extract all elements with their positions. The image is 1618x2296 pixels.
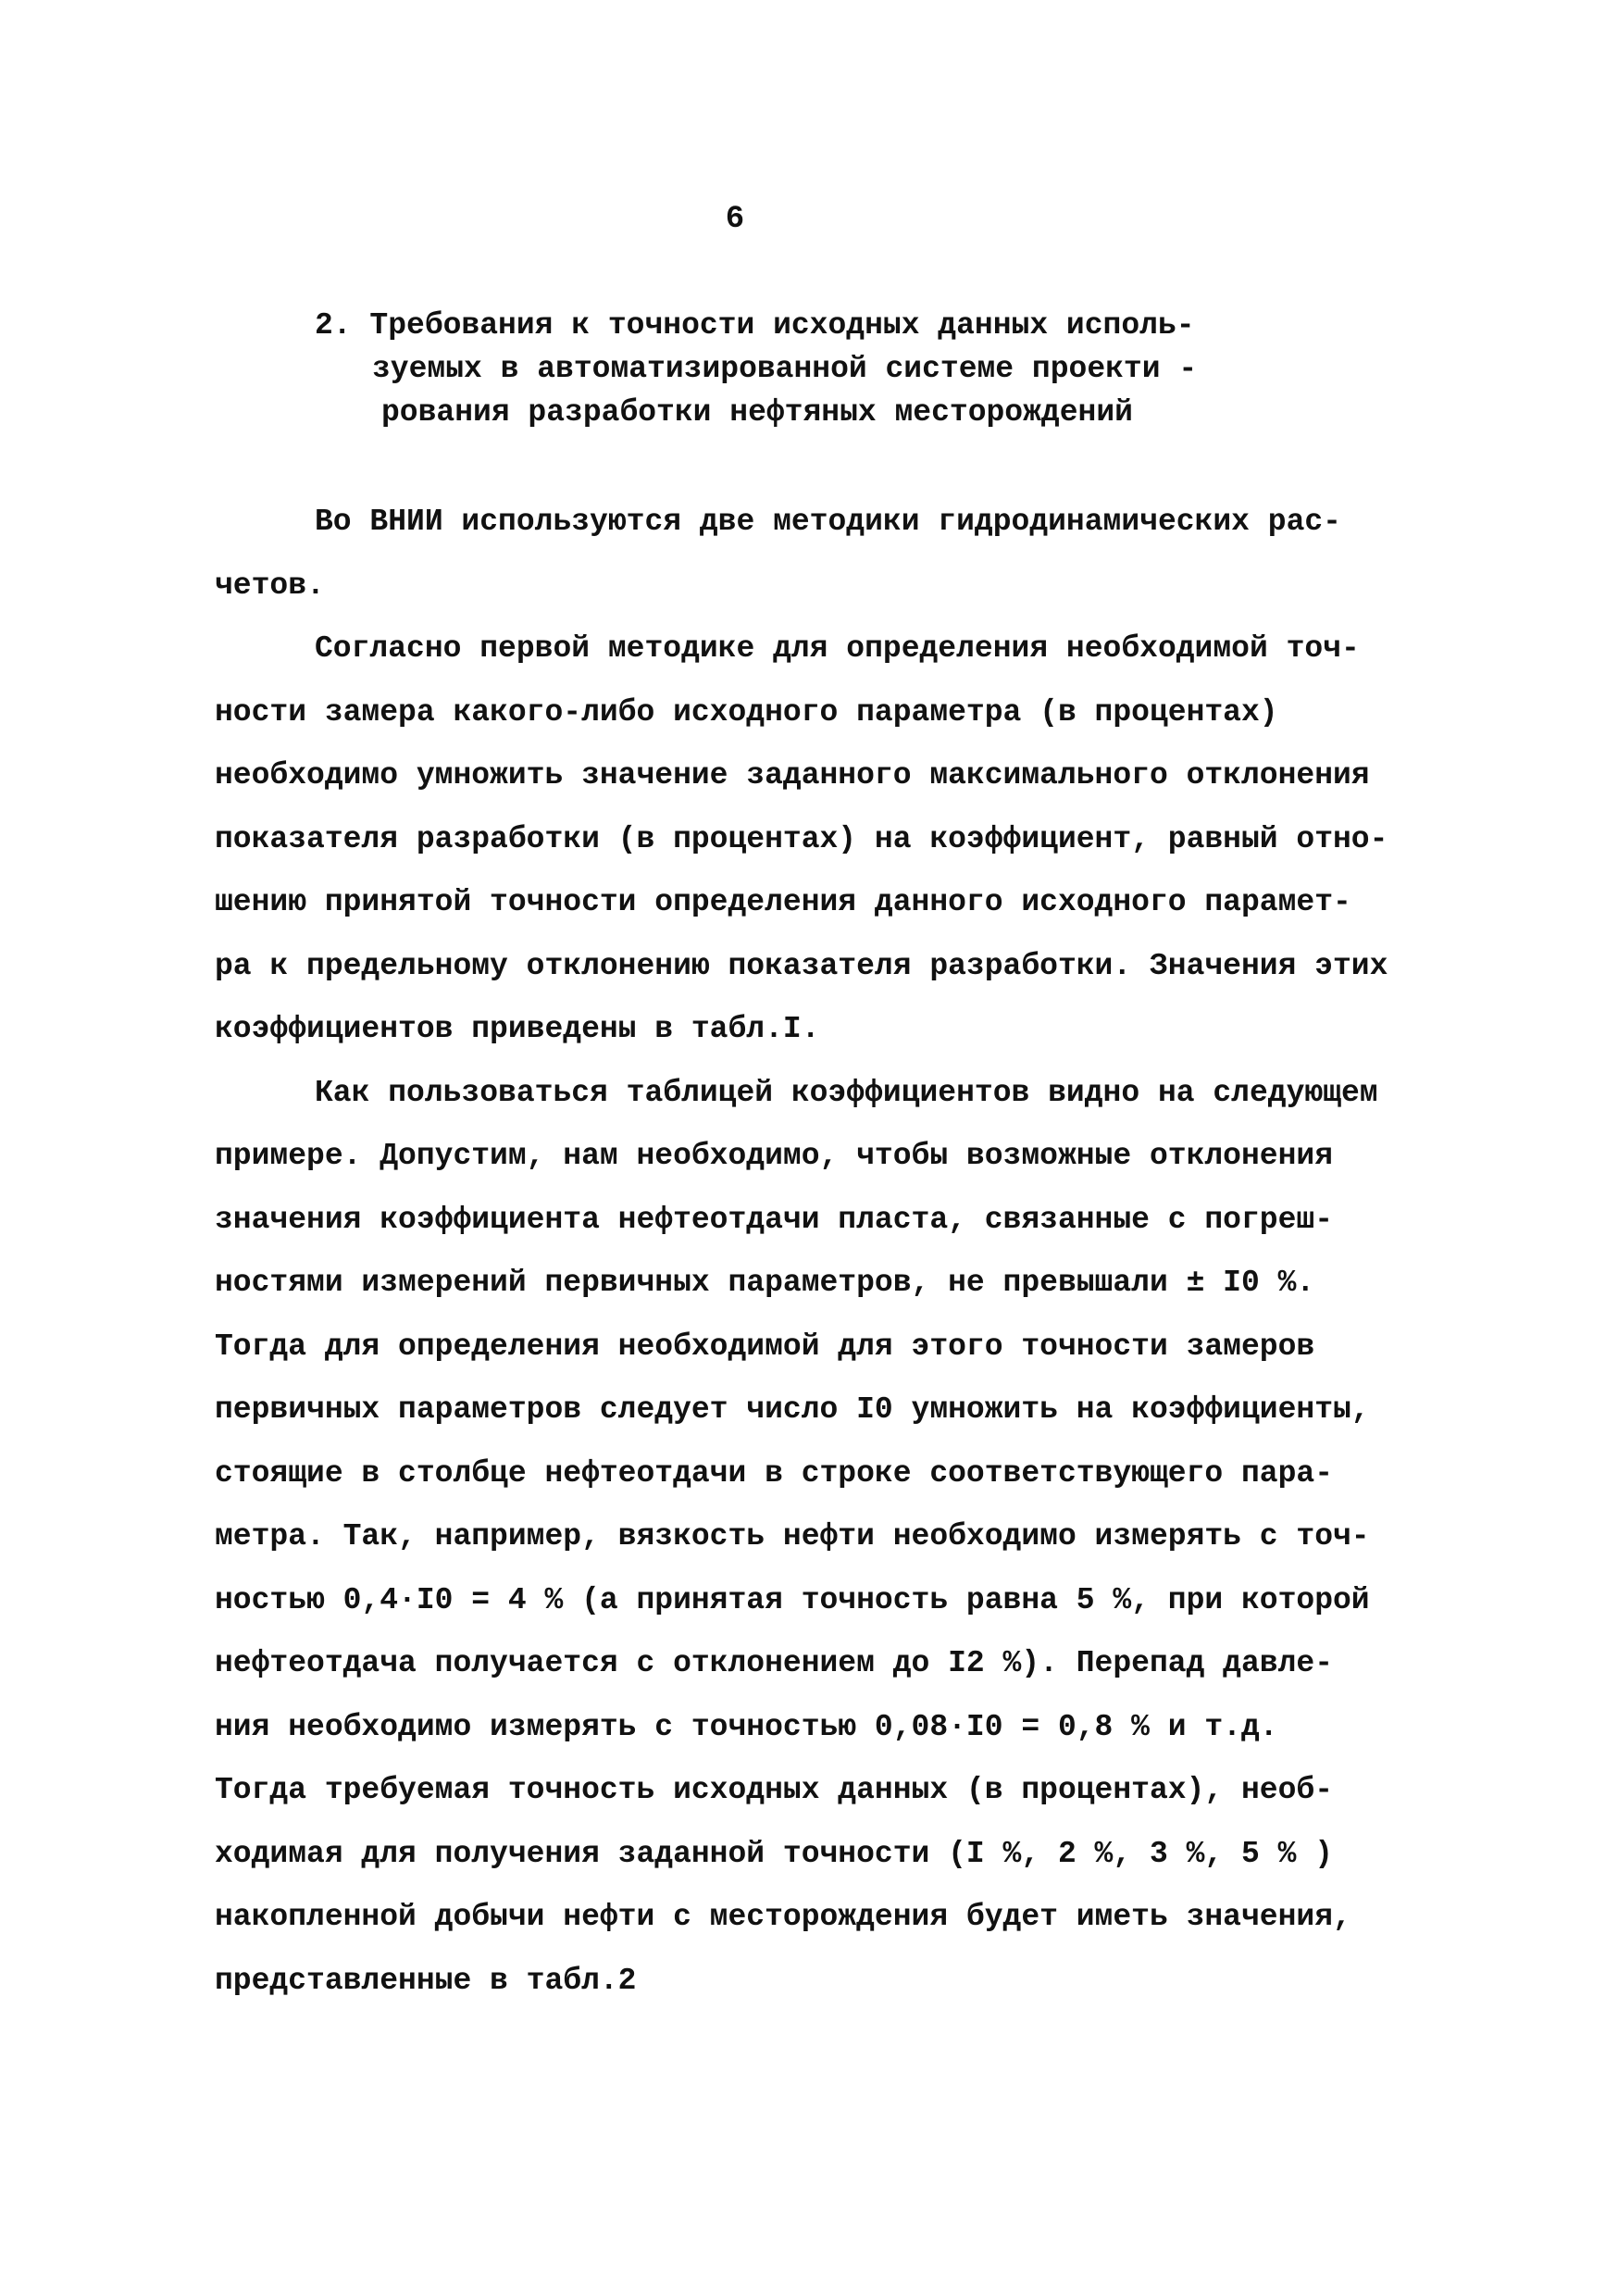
text-line: ностями измерений первичных параметров, не превышали ± I0 %. <box>215 1266 1315 1300</box>
text-line: шению принятой точности определения данного исходного парамет- <box>215 885 1351 919</box>
section-heading-line: 2. Требования к точности исходных данных исполь- <box>315 308 1195 343</box>
paragraph-2 <box>215 618 1409 1062</box>
text-line: примере. Допустим, нам необходимо, чтобы возможные отклонения <box>215 1139 1333 1173</box>
text-line: Тогда для определения необходимой для этого точности замеров <box>215 1329 1315 1364</box>
paragraph-1 <box>215 491 1409 618</box>
section-heading-line: зуемых в автоматизированной системе проекти - <box>372 352 1198 386</box>
text-line: нефтеотдача получается с отклонением до I2 %). Перепад давле- <box>215 1646 1333 1680</box>
text-line: Как пользоваться таблицей коэффициентов видно на следующем <box>315 1075 1378 1110</box>
text-line: значения коэффициента нефтеотдачи пласта, связанные с погреш- <box>215 1202 1333 1237</box>
text-line: ра к предельному отклонению показателя разработки. Значения этих <box>215 948 1388 983</box>
body-text <box>215 491 1409 2013</box>
section-heading <box>315 304 1240 434</box>
text-line: необходимо умножить значение заданного максимального отклонения <box>215 758 1370 792</box>
text-line: накопленной добычи нефти с месторождения будет иметь значения, <box>215 1900 1351 1934</box>
text-line: четов. <box>215 568 325 603</box>
text-line: стоящие в столбце нефтеотдачи в строке соответствующего пара- <box>215 1455 1333 1491</box>
text-line: ния необходимо измерять с точностью 0,08·I0 = 0,8 % и т.д. <box>215 1709 1278 1744</box>
section-heading-line: рования разработки нефтяных месторождений <box>381 395 1133 430</box>
text-line: представленные в табл.2 <box>215 1963 637 1998</box>
text-line: метра. Так, например, вязкость нефти необходимо измерять с точ- <box>215 1519 1370 1554</box>
text-line: показателя разработки (в процентах) на коэффициент, равный отно- <box>215 821 1388 856</box>
text-line: коэффициентов приведены в табл.I. <box>215 1012 820 1046</box>
text-line: ностью 0,4·I0 = 4 % (а принятая точность равна 5 %, при которой <box>215 1582 1370 1617</box>
text-line: Тогда требуемая точность исходных данных (в процентах), необ- <box>215 1773 1333 1807</box>
text-line: Согласно первой методике для определения необходимой точ- <box>315 631 1360 666</box>
text-line: первичных параметров следует число I0 умножить на коэффициенты, <box>215 1392 1370 1427</box>
text-line: ности замера какого-либо исходного параметра (в процентах) <box>215 694 1278 730</box>
page-number: 6 <box>725 202 745 237</box>
text-line: Во ВНИИ используются две методики гидродинамических рас- <box>315 505 1341 539</box>
paragraph-3 <box>215 1062 1409 2014</box>
text-line: ходимая для получения заданной точности (I %, 2 %, 3 %, 5 % ) <box>215 1836 1333 1871</box>
